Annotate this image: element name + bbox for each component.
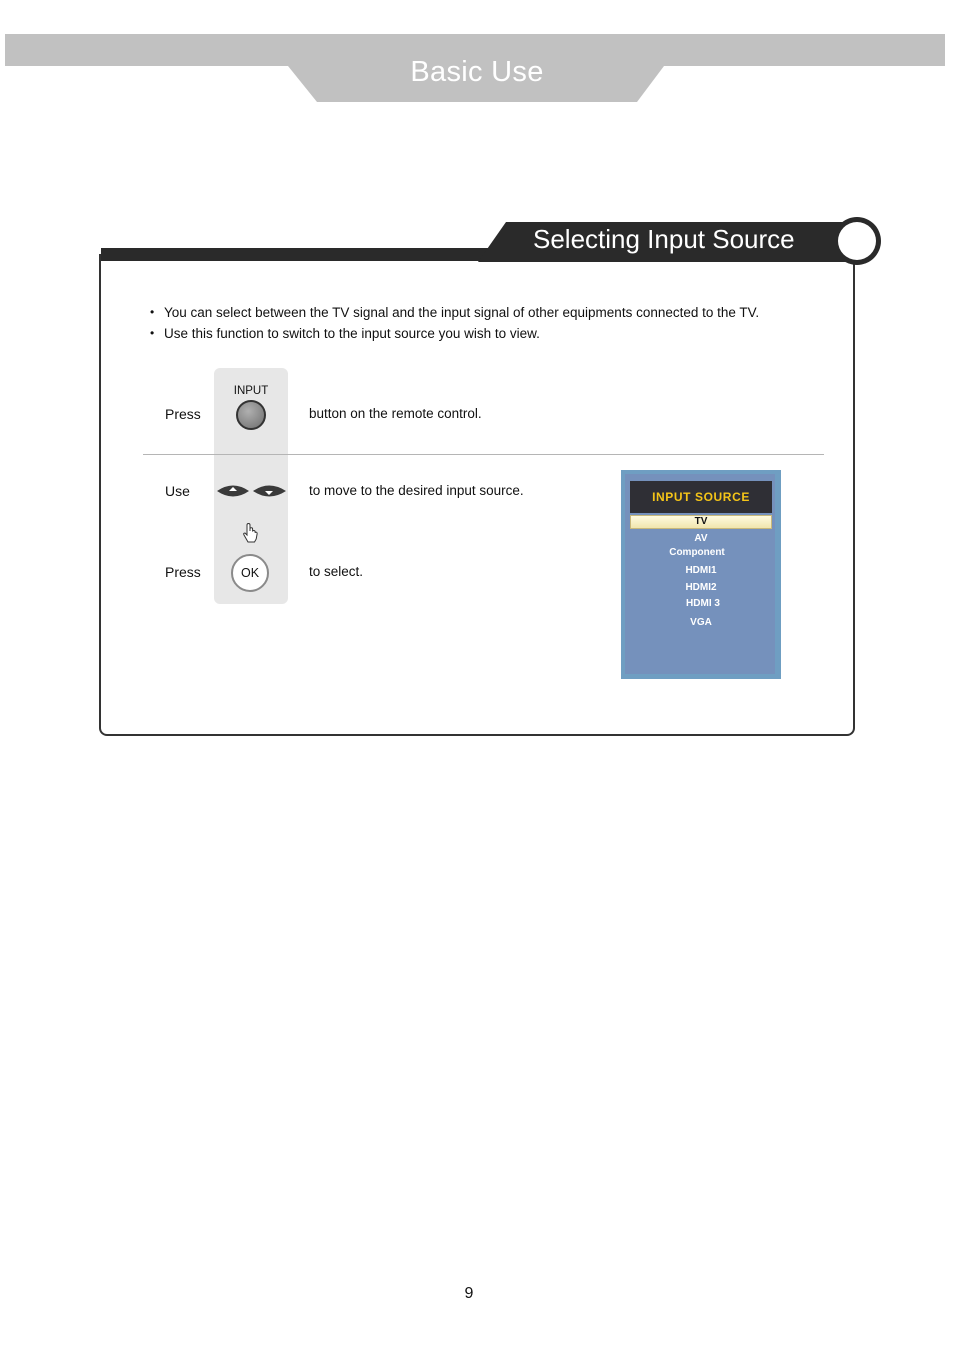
step-press-word: Press xyxy=(165,564,201,580)
bullet-item: • You can select between the TV signal and the input signal of other equipments connected to the TV. xyxy=(150,302,830,323)
menu-item-hdmi3[interactable]: HDMI 3 xyxy=(686,598,720,609)
page-number: 9 xyxy=(464,1285,474,1302)
arrow-keys xyxy=(216,482,288,500)
input-source-menu-title: INPUT SOURCE xyxy=(652,490,750,504)
hand-pointer-icon xyxy=(240,522,260,544)
ok-button-icon: OK xyxy=(231,554,269,592)
intro-bullets xyxy=(150,302,830,344)
bullet-item: • Use this function to switch to the input source you wish to view. xyxy=(150,323,830,344)
menu-item-hdmi2[interactable]: HDMI2 xyxy=(685,582,717,593)
step-use-word: Use xyxy=(165,483,190,499)
step-use-text: to move to the desired input source. xyxy=(309,483,524,498)
menu-item-vga[interactable]: VGA xyxy=(690,617,712,628)
menu-item-hdmi1[interactable]: HDMI1 xyxy=(685,565,717,576)
up-arrow-key-icon xyxy=(217,486,249,497)
page-header-title: Basic Use xyxy=(410,56,544,88)
input-button-icon xyxy=(236,400,266,430)
menu-item-component[interactable]: Component xyxy=(669,547,725,558)
section-title: Selecting Input Source xyxy=(533,224,795,254)
section-title-bar xyxy=(0,0,954,280)
step-select-text: to select. xyxy=(309,564,364,579)
menu-item-tv[interactable]: TV xyxy=(694,516,708,527)
menu-item-av[interactable]: AV xyxy=(694,533,708,544)
step-press-text: button on the remote control. xyxy=(309,406,482,421)
step-press-word: Press xyxy=(165,406,201,422)
input-button-label: INPUT xyxy=(233,385,269,397)
down-arrow-key-icon xyxy=(253,486,286,497)
step-divider xyxy=(143,454,824,455)
